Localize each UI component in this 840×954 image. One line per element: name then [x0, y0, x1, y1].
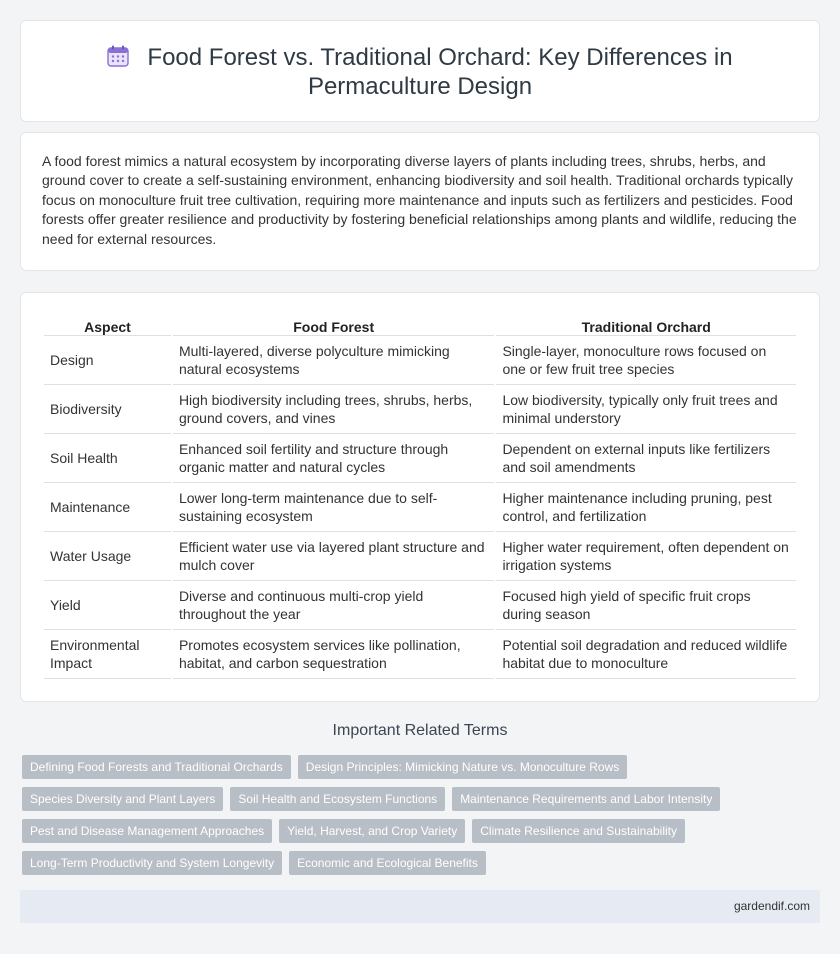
table-row: [44, 336, 796, 385]
row-traditional-orchard: Dependent on external inputs like fertilizers and soil amendments: [496, 434, 796, 483]
related-term-tag[interactable]: Species Diversity and Plant Layers: [22, 787, 223, 811]
related-terms-list: [22, 755, 742, 875]
row-aspect: Yield: [44, 581, 171, 630]
related-term-tag[interactable]: Long-Term Productivity and System Longevity: [22, 851, 282, 875]
row-aspect: Soil Health: [44, 434, 171, 483]
page-title: [61, 43, 779, 101]
comparison-table: [42, 314, 798, 679]
related-term-tag[interactable]: Design Principles: Mimicking Nature vs. Monoculture Rows: [298, 755, 627, 779]
row-traditional-orchard: Single-layer, monoculture rows focused on one or few fruit tree species: [496, 336, 796, 385]
row-traditional-orchard: Higher maintenance including pruning, pest control, and fertilization: [496, 483, 796, 532]
row-traditional-orchard: Low biodiversity, typically only fruit trees and minimal understory: [496, 385, 796, 434]
row-aspect: Water Usage: [44, 532, 171, 581]
table-row: [44, 532, 796, 581]
site-link[interactable]: gardendif.com: [733, 899, 810, 913]
row-food-forest: Lower long-term maintenance due to self-sustaining ecosystem: [173, 483, 495, 532]
header-food-forest: Food Forest: [173, 314, 495, 336]
page-title-text: Food Forest vs. Traditional Orchard: Key Differences in Permaculture Design: [147, 44, 733, 100]
row-aspect: Design: [44, 336, 171, 385]
header-aspect: Aspect: [44, 314, 171, 336]
row-aspect: Maintenance: [44, 483, 171, 532]
row-aspect: Environmental Impact: [44, 630, 171, 679]
table-header-row: [44, 314, 796, 336]
row-food-forest: Enhanced soil fertility and structure through organic matter and natural cycles: [173, 434, 495, 483]
row-food-forest: Promotes ecosystem services like pollination, habitat, and carbon sequestration: [173, 630, 495, 679]
related-term-tag[interactable]: Defining Food Forests and Traditional Orchards: [22, 755, 291, 779]
related-term-tag[interactable]: Economic and Ecological Benefits: [289, 851, 486, 875]
row-food-forest: Multi-layered, diverse polyculture mimicking natural ecosystems: [173, 336, 495, 385]
header-traditional-orchard: Traditional Orchard: [496, 314, 796, 336]
related-term-tag[interactable]: Climate Resilience and Sustainability: [472, 819, 685, 843]
footer: [20, 890, 820, 923]
row-traditional-orchard: Focused high yield of specific fruit crops during season: [496, 581, 796, 630]
table-row: [44, 385, 796, 434]
related-term-tag[interactable]: Pest and Disease Management Approaches: [22, 819, 272, 843]
row-food-forest: Diverse and continuous multi-crop yield throughout the year: [173, 581, 495, 630]
related-term-tag[interactable]: Maintenance Requirements and Labor Intensity: [452, 787, 720, 811]
related-term-tag[interactable]: Yield, Harvest, and Crop Variety: [279, 819, 465, 843]
row-food-forest: Efficient water use via layered plant structure and mulch cover: [173, 532, 495, 581]
related-terms-heading: Important Related Terms: [332, 722, 508, 739]
intro-card: [20, 132, 820, 271]
intro-paragraph: A food forest mimics a natural ecosystem by incorporating diverse layers of plants including trees, shrubs, herbs, and ground cover to create a self-sustaining environment, enhancing biodiversity and soil health. Traditional orchards typically focus on monoculture fruit tree cultivation, requiring more maintenance and inputs such as fertilizers and pesticides. Food forests offer greater resilience and productivity by fostering beneficial relationships among plants and wildlife, reducing the need for external resources.: [42, 153, 797, 247]
comparison-card: [20, 292, 820, 702]
table-row: [44, 434, 796, 483]
row-traditional-orchard: Potential soil degradation and reduced wildlife habitat due to monoculture: [496, 630, 796, 679]
row-food-forest: High biodiversity including trees, shrubs, herbs, ground covers, and vines: [173, 385, 495, 434]
calendar-icon: [107, 45, 129, 67]
related-term-tag[interactable]: Soil Health and Ecosystem Functions: [230, 787, 445, 811]
title-card: [20, 20, 820, 122]
table-row: [44, 581, 796, 630]
row-aspect: Biodiversity: [44, 385, 171, 434]
table-row: [44, 630, 796, 679]
row-traditional-orchard: Higher water requirement, often dependent on irrigation systems: [496, 532, 796, 581]
table-row: [44, 483, 796, 532]
